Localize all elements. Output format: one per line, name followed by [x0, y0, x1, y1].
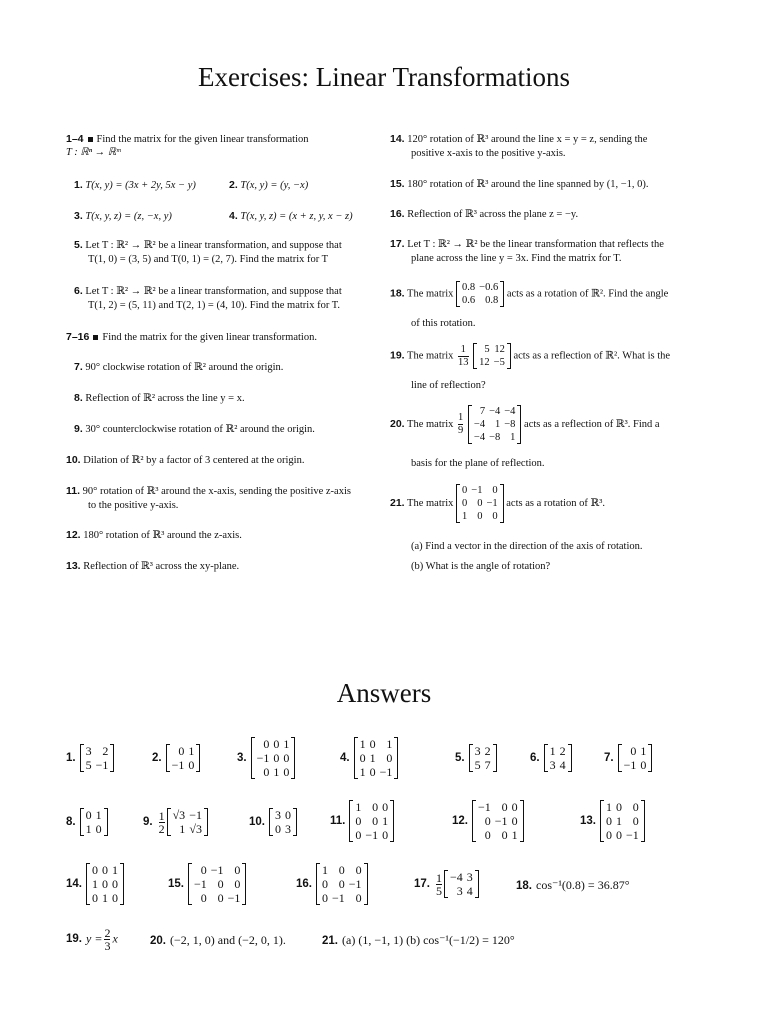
exercise-21: 21. The matrix 0 −1 0 0 0 −1 1 0 0 acts as a rotation of ℝ³.	[390, 485, 606, 522]
exercise-4: 4. T(x, y, z) = (x + z, y, x − z)	[229, 210, 353, 222]
answer-13: 13. 1 0 0 0 1 0 0 0 −1	[580, 800, 645, 842]
exercise-2: 2. T(x, y) = (y, −x)	[229, 179, 309, 191]
matrix: 5 12 12 −5	[473, 343, 511, 369]
section-header-1-4: 1–4 Find the matrix for the given linear transformation	[66, 133, 309, 145]
exercise-16: 16. Reflection of ℝ³ across the plane z = −y.	[390, 208, 579, 220]
answer-14: 14. 0 0 1 1 0 0 0 1 0	[66, 863, 124, 905]
matrix: 0.8 −0.6 0.6 0.8	[456, 281, 504, 307]
exercise-20: 20. The matrix $\frac{1}{9}$ 7 −4 −4 −4 1 −8 −4 −8 1 acts as a reflection of ℝ³. Find a	[390, 406, 660, 443]
answer-11: 11. 1 0 0 0 0 1 0 −1 0	[330, 800, 394, 842]
answer-6: 6. 1 2 3 4	[530, 744, 572, 772]
answer-4: 4. 1 0 1 0 1 0 1 0 −1	[340, 737, 398, 779]
exercise-17: 17. Let T : ℝ² → ℝ² be the linear transformation that reflects the plane across the line y = 3x. Find the matrix for T.	[390, 238, 664, 264]
answer-3: 3. 0 0 1 −1 0 0 0 1 0	[237, 737, 295, 779]
exercise-14: 14. 120° rotation of ℝ³ around the line x = y = z, sending the positive x-axis to the positive y-axis.	[390, 133, 648, 159]
answer-15: 15. 0 −1 0 −1 0 0 0 0 −1	[168, 863, 246, 905]
matrix: 7 −4 −4 −4 1 −8 −4 −8 1	[468, 405, 522, 444]
answer-21: 21. (a) (1, −1, 1) (b) cos⁻¹(−1/2) = 120°	[322, 933, 515, 947]
exercise-19: 19. The matrix $\frac{1}{13}$ 5 12 12 −5 acts as a reflection of ℝ². What is the	[390, 343, 671, 368]
exercise-18-cont: of this rotation.	[411, 318, 476, 329]
answer-7: 7. 0 1 −1 0	[604, 744, 652, 772]
exercise-13: 13. Reflection of ℝ³ across the xy-plane.	[66, 560, 240, 572]
exercise-19-cont: line of reflection?	[411, 380, 486, 391]
exercise-5: 5. Let T : ℝ² → ℝ² be a linear transformation, and suppose that T(1, 0) = (3, 5) and T(0, 1) = (2, 7). Find the matrix for T	[74, 239, 342, 265]
answer-12: 12. −1 0 0 0 −1 0 0 0 1	[452, 800, 524, 842]
answer-19: 19. y = $\frac{2}{3}$ x	[66, 926, 118, 953]
exercise-6: 6. Let T : ℝ² → ℝ² be a linear transformation, and suppose that T(1, 2) = (5, 11) and T(2, 1) = (4, 10). Find the matrix for T.	[74, 285, 342, 311]
exercise-15: 15. 180° rotation of ℝ³ around the line spanned by (1, −1, 0).	[390, 178, 649, 190]
answer-5: 5. 3 2 5 7	[455, 744, 497, 772]
answer-18: 18. cos⁻¹(0.8) = 36.87°	[516, 878, 630, 892]
exercise-20-cont: basis for the plane of reflection.	[411, 458, 545, 469]
section-header-7-16: 7–16 Find the matrix for the given linear transformation.	[66, 331, 317, 343]
exercise-8: 8. Reflection of ℝ² across the line y = x.	[74, 392, 245, 404]
answer-16: 16. 1 0 0 0 0 −1 0 −1 0	[296, 863, 368, 905]
exercise-3: 3. T(x, y, z) = (z, −x, y)	[74, 210, 172, 222]
exercise-21b: (b) What is the angle of rotation?	[411, 561, 551, 572]
answer-17: 17. $\frac{1}{5}$ −4 3 3 4	[414, 870, 479, 898]
exercise-12: 12. 180° rotation of ℝ³ around the z-axis.	[66, 529, 242, 541]
exercise-10: 10. Dilation of ℝ² by a factor of 3 centered at the origin.	[66, 454, 305, 466]
answer-8: 8. 0 1 1 0	[66, 808, 108, 836]
page-title: Exercises: Linear Transformations	[198, 62, 570, 92]
answer-2: 2. 0 1 −1 0	[152, 744, 200, 772]
answer-1: 1. 3 2 5 −1	[66, 744, 114, 772]
answer-20: 20. (−2, 1, 0) and (−2, 0, 1).	[150, 933, 286, 947]
exercise-18: 18. The matrix 0.8 −0.6 0.6 0.8 acts as a rotation of ℝ². Find the angle	[390, 282, 669, 306]
section-subheader: T : ℝⁿ → ℝᵐ	[66, 147, 121, 158]
answers-title: Answers	[336, 678, 432, 708]
exercise-7: 7. 90° clockwise rotation of ℝ² around the origin.	[74, 361, 284, 373]
exercise-11: 11. 90° rotation of ℝ³ around the x-axis, sending the positive z-axis to the positive y-axis.	[66, 485, 351, 511]
answer-9: 9. $\frac{1}{2}$ √3 −1 1 √3	[143, 808, 208, 836]
exercise-21a: (a) Find a vector in the direction of the axis of rotation.	[411, 541, 643, 552]
matrix: 0 −1 0 0 0 −1 1 0 0	[456, 484, 504, 523]
exercise-1: 1. T(x, y) = (3x + 2y, 5x − y)	[74, 179, 196, 191]
answer-10: 10. 3 0 0 3	[249, 808, 297, 836]
exercise-9: 9. 30° counterclockwise rotation of ℝ² around the origin.	[74, 423, 315, 435]
